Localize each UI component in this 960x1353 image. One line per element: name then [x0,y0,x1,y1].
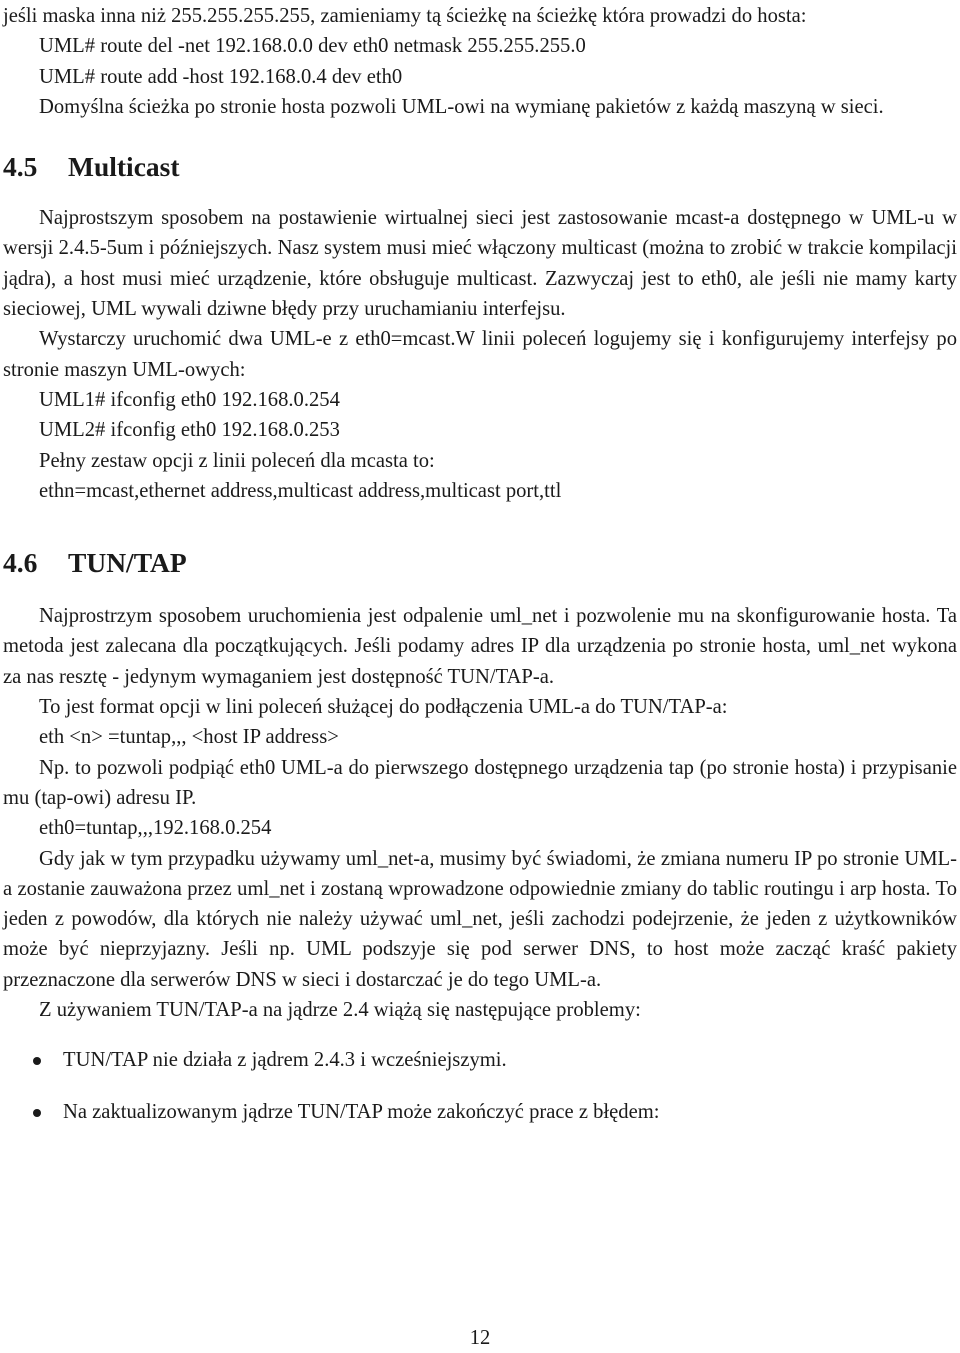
paragraph: Najprostszym sposobem na postawienie wirtualnej sieci jest zastosowanie mcast-a dostępnego w UML-u w wersji 2.4.5-5um i późniejszych. Nasz system musi mieć włączony multicast (można to zrobić w trakcie kompilacji jądra), a host musi mieć urządzenie, które obsługuje multicast. Zazwyczaj jest to eth0, ale jeśli nie mamy karty sieciowej, UML wywali dziwne błędy przy uruchamianiu interfejsu. [3,207,957,321]
list-item-text: Na zaktualizowanym jądrze TUN/TAP może zakończyć prace z błędem: [63,1101,660,1124]
document-page [0,1,960,1349]
command-line: eth0=tuntap,,,192.168.0.254 [39,817,272,840]
page-number: 12 [469,1327,491,1349]
section-number: 4.6 [3,547,38,579]
command-line: UML# route add -host 192.168.0.4 dev eth0 [39,65,403,88]
command-line: UML# route del -net 192.168.0.0 dev eth0 netmask 255.255.255.0 [39,35,586,58]
section-number: 4.5 [3,151,38,183]
list-item-text: TUN/TAP nie działa z jądrem 2.4.3 i wcześniejszymi. [63,1049,507,1072]
list-item [3,1097,957,1127]
bullet-icon [33,1057,41,1065]
section-heading-tuntap [3,546,957,580]
text-block [3,1,957,1127]
paragraph: jeśli maska inna niż 255.255.255.255, zamieniamy tą ścieżkę na ścieżkę która prowadzi do hosta: [3,5,807,27]
paragraph: Np. to pozwoli podpiąć eth0 UML-a do pierwszego dostępnego urządzenia tap (po stronie hosta) i przypisanie mu (tap-owi) adresu IP. [3,756,957,809]
command-line: eth <n> =tuntap,,, <host IP address> [39,726,339,749]
paragraph: Pełny zestaw opcji z linii poleceń dla mcasta to: [39,449,435,472]
list-item [3,1045,957,1075]
bullet-icon [33,1109,41,1117]
section-heading-multicast [3,150,957,184]
paragraph: Gdy jak w tym przypadku używamy uml_net-a, musimy być świadomi, że zmiana numeru IP po stronie UML-a zostanie zauważona przez uml_net i zostaną wprowadzone odpowiednie zmiany do tablic routingu i arp hosta. To jeden z powodów, dla których nie należy używać uml_net, jeśli zachodzi podejrzenie, że jeden z użytkowników może być nieprzyjazny. Jeśli np. UML podszyje się pod serwer DNS, to host może zacząć kraść pakiety przeznaczone dla serwerów DNS w sieci i dostarczać je do tego UML-a. [3,847,957,991]
command-line: UML2# ifconfig eth0 192.168.0.253 [39,419,340,442]
paragraph: To jest format opcji w lini poleceń służącej do podłączenia UML-a do TUN/TAP-a: [39,696,728,719]
paragraph: Z używaniem TUN/TAP-a na jądrze 2.4 wiążą się następujące problemy: [39,999,641,1022]
paragraph: Najprostrzym sposobem uruchomienia jest odpalenie uml_net i pozwolenie mu na skonfigurowanie hosta. Ta metoda jest zalecana dla początkujących. Jeśli podamy adres IP dla urządzenia po stronie hosta, uml_net wykona za nas resztę - jedynym wymaganiem jest dostępność TUN/TAP-a. [3,605,957,688]
section-title: TUN/TAP [68,547,187,579]
command-line: UML1# ifconfig eth0 192.168.0.254 [39,388,340,411]
bullet-list [3,1045,957,1127]
command-line: ethn=mcast,ethernet address,multicast address,multicast port,ttl [39,479,562,502]
paragraph: Wystarczy uruchomić dwa UML-e z eth0=mcast.W linii poleceń logujemy się i konfigurujemy interfejsy po stronie maszyn UML-owych: [3,328,957,381]
paragraph: Domyślna ścieżka po stronie hosta pozwoli UML-owi na wymianę pakietów z każdą maszyną w sieci. [39,95,884,118]
section-title: Multicast [68,151,180,183]
